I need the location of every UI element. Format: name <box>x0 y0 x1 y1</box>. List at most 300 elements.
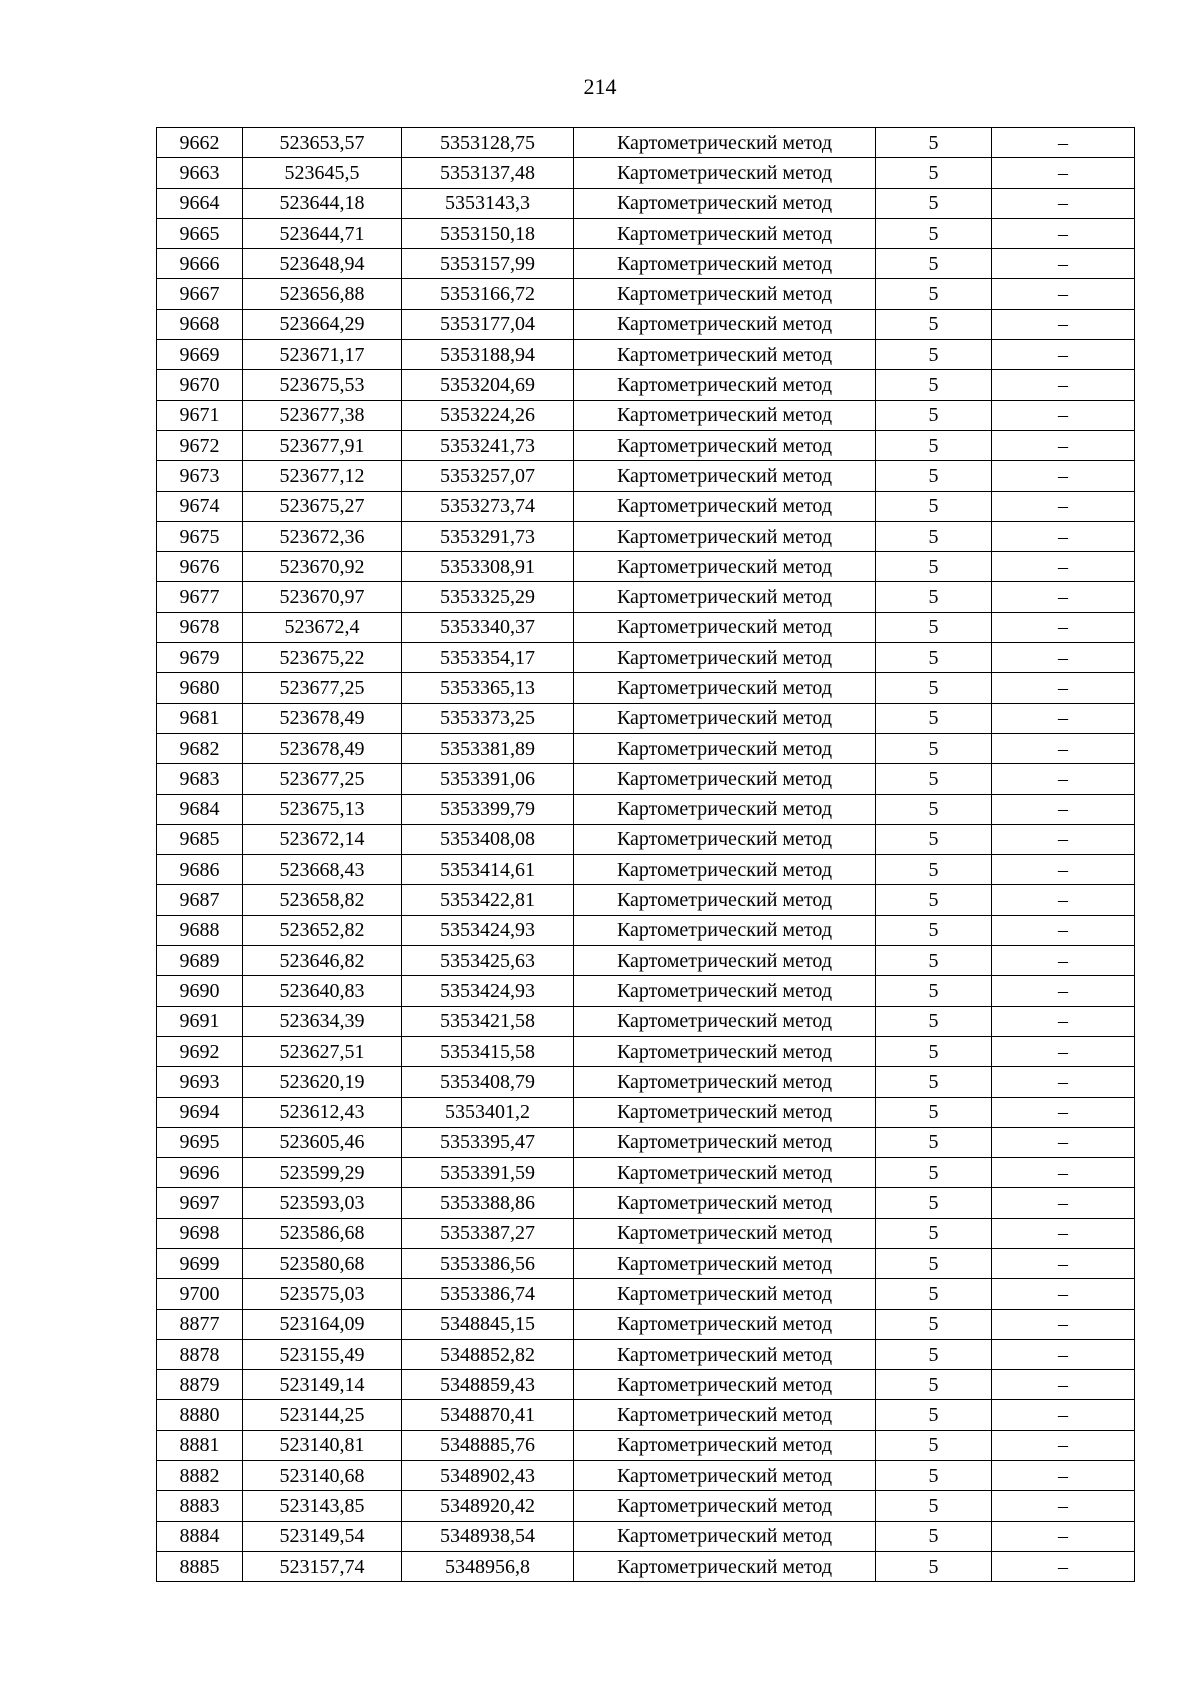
method-cell: Картометрический метод <box>574 1309 876 1339</box>
y-coordinate-cell: 5353425,63 <box>402 946 574 976</box>
point-number-cell: 9688 <box>157 915 243 945</box>
x-coordinate-cell: 523593,03 <box>243 1188 402 1218</box>
table-row <box>157 279 1135 309</box>
x-coordinate-cell: 523671,17 <box>243 340 402 370</box>
point-number-cell: 9671 <box>157 400 243 430</box>
y-coordinate-cell: 5353415,58 <box>402 1036 574 1066</box>
accuracy-cell: 5 <box>876 794 992 824</box>
y-coordinate-cell: 5353224,26 <box>402 400 574 430</box>
method-cell: Картометрический метод <box>574 885 876 915</box>
y-coordinate-cell: 5353395,47 <box>402 1127 574 1157</box>
point-number-cell: 9683 <box>157 764 243 794</box>
point-number-cell: 9690 <box>157 976 243 1006</box>
method-cell: Картометрический метод <box>574 1461 876 1491</box>
description-cell: – <box>992 279 1135 309</box>
method-cell: Картометрический метод <box>574 824 876 854</box>
description-cell: – <box>992 1006 1135 1036</box>
accuracy-cell: 5 <box>876 1127 992 1157</box>
accuracy-cell: 5 <box>876 1370 992 1400</box>
x-coordinate-cell: 523648,94 <box>243 249 402 279</box>
accuracy-cell: 5 <box>876 1521 992 1551</box>
method-cell: Картометрический метод <box>574 1097 876 1127</box>
table-row <box>157 1127 1135 1157</box>
accuracy-cell: 5 <box>876 1461 992 1491</box>
description-cell: – <box>992 1127 1135 1157</box>
table-row <box>157 1218 1135 1248</box>
method-cell: Картометрический метод <box>574 158 876 188</box>
accuracy-cell: 5 <box>876 1158 992 1188</box>
description-cell: – <box>992 946 1135 976</box>
method-cell: Картометрический метод <box>574 1339 876 1369</box>
table-row <box>157 643 1135 673</box>
y-coordinate-cell: 5348956,8 <box>402 1551 574 1581</box>
description-cell: – <box>992 703 1135 733</box>
description-cell: – <box>992 1309 1135 1339</box>
description-cell: – <box>992 340 1135 370</box>
table-row <box>157 188 1135 218</box>
method-cell: Картометрический метод <box>574 1430 876 1460</box>
x-coordinate-cell: 523670,92 <box>243 552 402 582</box>
accuracy-cell: 5 <box>876 1006 992 1036</box>
method-cell: Картометрический метод <box>574 1158 876 1188</box>
y-coordinate-cell: 5353391,06 <box>402 764 574 794</box>
table-row <box>157 1461 1135 1491</box>
x-coordinate-cell: 523677,25 <box>243 764 402 794</box>
y-coordinate-cell: 5348870,41 <box>402 1400 574 1430</box>
method-cell: Картометрический метод <box>574 309 876 339</box>
method-cell: Картометрический метод <box>574 703 876 733</box>
table-row <box>157 1279 1135 1309</box>
description-cell: – <box>992 1400 1135 1430</box>
point-number-cell: 9680 <box>157 673 243 703</box>
point-number-cell: 9681 <box>157 703 243 733</box>
x-coordinate-cell: 523644,18 <box>243 188 402 218</box>
point-number-cell: 9698 <box>157 1218 243 1248</box>
point-number-cell: 9669 <box>157 340 243 370</box>
method-cell: Картометрический метод <box>574 461 876 491</box>
y-coordinate-cell: 5353424,93 <box>402 915 574 945</box>
description-cell: – <box>992 612 1135 642</box>
x-coordinate-cell: 523575,03 <box>243 1279 402 1309</box>
point-number-cell: 8878 <box>157 1339 243 1369</box>
table-row <box>157 976 1135 1006</box>
y-coordinate-cell: 5353387,27 <box>402 1218 574 1248</box>
point-number-cell: 9670 <box>157 370 243 400</box>
table-row <box>157 1491 1135 1521</box>
description-cell: – <box>992 885 1135 915</box>
accuracy-cell: 5 <box>876 128 992 158</box>
accuracy-cell: 5 <box>876 1188 992 1218</box>
x-coordinate-cell: 523658,82 <box>243 885 402 915</box>
accuracy-cell: 5 <box>876 1551 992 1581</box>
accuracy-cell: 5 <box>876 430 992 460</box>
point-number-cell: 9699 <box>157 1248 243 1278</box>
table-row <box>157 1430 1135 1460</box>
y-coordinate-cell: 5353373,25 <box>402 703 574 733</box>
table-row <box>157 309 1135 339</box>
y-coordinate-cell: 5353291,73 <box>402 521 574 551</box>
accuracy-cell: 5 <box>876 1309 992 1339</box>
accuracy-cell: 5 <box>876 279 992 309</box>
method-cell: Картометрический метод <box>574 764 876 794</box>
y-coordinate-cell: 5348845,15 <box>402 1309 574 1339</box>
table-row <box>157 1400 1135 1430</box>
point-number-cell: 9684 <box>157 794 243 824</box>
point-number-cell: 9685 <box>157 824 243 854</box>
method-cell: Картометрический метод <box>574 491 876 521</box>
method-cell: Картометрический метод <box>574 370 876 400</box>
accuracy-cell: 5 <box>876 309 992 339</box>
x-coordinate-cell: 523645,5 <box>243 158 402 188</box>
description-cell: – <box>992 400 1135 430</box>
point-number-cell: 9674 <box>157 491 243 521</box>
table-row <box>157 794 1135 824</box>
y-coordinate-cell: 5353424,93 <box>402 976 574 1006</box>
description-cell: – <box>992 430 1135 460</box>
table-row <box>157 1158 1135 1188</box>
page-number: 214 <box>583 74 617 99</box>
y-coordinate-cell: 5353421,58 <box>402 1006 574 1036</box>
table-row <box>157 582 1135 612</box>
point-number-cell: 8877 <box>157 1309 243 1339</box>
table-row <box>157 218 1135 248</box>
point-number-cell: 9675 <box>157 521 243 551</box>
point-number-cell: 9695 <box>157 1127 243 1157</box>
method-cell: Картометрический метод <box>574 1188 876 1218</box>
y-coordinate-cell: 5353386,74 <box>402 1279 574 1309</box>
x-coordinate-cell: 523664,29 <box>243 309 402 339</box>
y-coordinate-cell: 5353388,86 <box>402 1188 574 1218</box>
table-row <box>157 552 1135 582</box>
description-cell: – <box>992 855 1135 885</box>
point-number-cell: 9696 <box>157 1158 243 1188</box>
table-row <box>157 340 1135 370</box>
y-coordinate-cell: 5348902,43 <box>402 1461 574 1491</box>
point-number-cell: 9676 <box>157 552 243 582</box>
table-row <box>157 915 1135 945</box>
description-cell: – <box>992 1551 1135 1581</box>
y-coordinate-cell: 5353408,08 <box>402 824 574 854</box>
accuracy-cell: 5 <box>876 521 992 551</box>
description-cell: – <box>992 1491 1135 1521</box>
description-cell: – <box>992 1461 1135 1491</box>
point-number-cell: 9691 <box>157 1006 243 1036</box>
x-coordinate-cell: 523143,85 <box>243 1491 402 1521</box>
accuracy-cell: 5 <box>876 824 992 854</box>
x-coordinate-cell: 523164,09 <box>243 1309 402 1339</box>
description-cell: – <box>992 1218 1135 1248</box>
x-coordinate-cell: 523678,49 <box>243 703 402 733</box>
description-cell: – <box>992 249 1135 279</box>
table-row <box>157 128 1135 158</box>
description-cell: – <box>992 582 1135 612</box>
table-row <box>157 855 1135 885</box>
description-cell: – <box>992 1097 1135 1127</box>
point-number-cell: 9693 <box>157 1067 243 1097</box>
accuracy-cell: 5 <box>876 1279 992 1309</box>
x-coordinate-cell: 523670,97 <box>243 582 402 612</box>
method-cell: Картометрический метод <box>574 340 876 370</box>
y-coordinate-cell: 5353391,59 <box>402 1158 574 1188</box>
x-coordinate-cell: 523612,43 <box>243 1097 402 1127</box>
description-cell: – <box>992 1370 1135 1400</box>
x-coordinate-cell: 523672,4 <box>243 612 402 642</box>
description-cell: – <box>992 218 1135 248</box>
accuracy-cell: 5 <box>876 915 992 945</box>
method-cell: Картометрический метод <box>574 400 876 430</box>
point-number-cell: 9689 <box>157 946 243 976</box>
method-cell: Картометрический метод <box>574 1067 876 1097</box>
method-cell: Картометрический метод <box>574 855 876 885</box>
table-row <box>157 249 1135 279</box>
description-cell: – <box>992 128 1135 158</box>
accuracy-cell: 5 <box>876 400 992 430</box>
accuracy-cell: 5 <box>876 1491 992 1521</box>
description-cell: – <box>992 643 1135 673</box>
point-number-cell: 9664 <box>157 188 243 218</box>
table-row <box>157 491 1135 521</box>
x-coordinate-cell: 523653,57 <box>243 128 402 158</box>
x-coordinate-cell: 523599,29 <box>243 1158 402 1188</box>
x-coordinate-cell: 523620,19 <box>243 1067 402 1097</box>
table-row <box>157 430 1135 460</box>
table-row <box>157 1370 1135 1400</box>
y-coordinate-cell: 5353414,61 <box>402 855 574 885</box>
method-cell: Картометрический метод <box>574 1127 876 1157</box>
method-cell: Картометрический метод <box>574 1400 876 1430</box>
table-row <box>157 1248 1135 1278</box>
method-cell: Картометрический метод <box>574 1248 876 1278</box>
accuracy-cell: 5 <box>876 582 992 612</box>
y-coordinate-cell: 5353204,69 <box>402 370 574 400</box>
accuracy-cell: 5 <box>876 1036 992 1066</box>
y-coordinate-cell: 5348859,43 <box>402 1370 574 1400</box>
x-coordinate-cell: 523144,25 <box>243 1400 402 1430</box>
x-coordinate-cell: 523586,68 <box>243 1218 402 1248</box>
point-number-cell: 9682 <box>157 733 243 763</box>
table-row <box>157 1188 1135 1218</box>
x-coordinate-cell: 523644,71 <box>243 218 402 248</box>
table-row <box>157 1067 1135 1097</box>
x-coordinate-cell: 523157,74 <box>243 1551 402 1581</box>
x-coordinate-cell: 523675,22 <box>243 643 402 673</box>
description-cell: – <box>992 824 1135 854</box>
accuracy-cell: 5 <box>876 1430 992 1460</box>
coordinates-table-body <box>157 128 1135 1582</box>
y-coordinate-cell: 5353137,48 <box>402 158 574 188</box>
accuracy-cell: 5 <box>876 491 992 521</box>
x-coordinate-cell: 523678,49 <box>243 733 402 763</box>
y-coordinate-cell: 5353143,3 <box>402 188 574 218</box>
x-coordinate-cell: 523668,43 <box>243 855 402 885</box>
table-row <box>157 1339 1135 1369</box>
accuracy-cell: 5 <box>876 1400 992 1430</box>
description-cell: – <box>992 1521 1135 1551</box>
method-cell: Картометрический метод <box>574 430 876 460</box>
description-cell: – <box>992 1036 1135 1066</box>
point-number-cell: 8882 <box>157 1461 243 1491</box>
method-cell: Картометрический метод <box>574 673 876 703</box>
y-coordinate-cell: 5353308,91 <box>402 552 574 582</box>
point-number-cell: 9697 <box>157 1188 243 1218</box>
point-number-cell: 9692 <box>157 1036 243 1066</box>
table-row <box>157 1097 1135 1127</box>
table-row <box>157 1551 1135 1581</box>
accuracy-cell: 5 <box>876 1248 992 1278</box>
y-coordinate-cell: 5353128,75 <box>402 128 574 158</box>
table-row <box>157 824 1135 854</box>
table-row <box>157 1036 1135 1066</box>
description-cell: – <box>992 521 1135 551</box>
point-number-cell: 9662 <box>157 128 243 158</box>
accuracy-cell: 5 <box>876 733 992 763</box>
y-coordinate-cell: 5353157,99 <box>402 249 574 279</box>
x-coordinate-cell: 523149,54 <box>243 1521 402 1551</box>
y-coordinate-cell: 5348885,76 <box>402 1430 574 1460</box>
method-cell: Картометрический метод <box>574 1218 876 1248</box>
method-cell: Картометрический метод <box>574 218 876 248</box>
y-coordinate-cell: 5353408,79 <box>402 1067 574 1097</box>
method-cell: Картометрический метод <box>574 1036 876 1066</box>
accuracy-cell: 5 <box>876 855 992 885</box>
method-cell: Картометрический метод <box>574 521 876 551</box>
x-coordinate-cell: 523677,12 <box>243 461 402 491</box>
y-coordinate-cell: 5348920,42 <box>402 1491 574 1521</box>
y-coordinate-cell: 5353422,81 <box>402 885 574 915</box>
table-row <box>157 370 1135 400</box>
description-cell: – <box>992 1248 1135 1278</box>
point-number-cell: 8883 <box>157 1491 243 1521</box>
method-cell: Картометрический метод <box>574 1491 876 1521</box>
y-coordinate-cell: 5353401,2 <box>402 1097 574 1127</box>
method-cell: Картометрический метод <box>574 1279 876 1309</box>
method-cell: Картометрический метод <box>574 279 876 309</box>
description-cell: – <box>992 158 1135 188</box>
method-cell: Картометрический метод <box>574 128 876 158</box>
accuracy-cell: 5 <box>876 946 992 976</box>
y-coordinate-cell: 5348938,54 <box>402 1521 574 1551</box>
accuracy-cell: 5 <box>876 764 992 794</box>
method-cell: Картометрический метод <box>574 552 876 582</box>
accuracy-cell: 5 <box>876 249 992 279</box>
description-cell: – <box>992 188 1135 218</box>
table-row <box>157 703 1135 733</box>
x-coordinate-cell: 523675,53 <box>243 370 402 400</box>
accuracy-cell: 5 <box>876 370 992 400</box>
method-cell: Картометрический метод <box>574 946 876 976</box>
x-coordinate-cell: 523672,36 <box>243 521 402 551</box>
method-cell: Картометрический метод <box>574 1551 876 1581</box>
description-cell: – <box>992 370 1135 400</box>
x-coordinate-cell: 523656,88 <box>243 279 402 309</box>
y-coordinate-cell: 5353150,18 <box>402 218 574 248</box>
y-coordinate-cell: 5353399,79 <box>402 794 574 824</box>
y-coordinate-cell: 5353340,37 <box>402 612 574 642</box>
x-coordinate-cell: 523149,14 <box>243 1370 402 1400</box>
accuracy-cell: 5 <box>876 703 992 733</box>
x-coordinate-cell: 523675,27 <box>243 491 402 521</box>
table-row <box>157 885 1135 915</box>
x-coordinate-cell: 523672,14 <box>243 824 402 854</box>
y-coordinate-cell: 5353325,29 <box>402 582 574 612</box>
accuracy-cell: 5 <box>876 218 992 248</box>
description-cell: – <box>992 309 1135 339</box>
description-cell: – <box>992 1188 1135 1218</box>
description-cell: – <box>992 673 1135 703</box>
x-coordinate-cell: 523627,51 <box>243 1036 402 1066</box>
point-number-cell: 9668 <box>157 309 243 339</box>
x-coordinate-cell: 523677,38 <box>243 400 402 430</box>
point-number-cell: 9687 <box>157 885 243 915</box>
y-coordinate-cell: 5353365,13 <box>402 673 574 703</box>
point-number-cell: 9700 <box>157 1279 243 1309</box>
method-cell: Картометрический метод <box>574 733 876 763</box>
point-number-cell: 8884 <box>157 1521 243 1551</box>
y-coordinate-cell: 5348852,82 <box>402 1339 574 1369</box>
x-coordinate-cell: 523640,83 <box>243 976 402 1006</box>
description-cell: – <box>992 1279 1135 1309</box>
table-row <box>157 946 1135 976</box>
point-number-cell: 8881 <box>157 1430 243 1460</box>
accuracy-cell: 5 <box>876 552 992 582</box>
accuracy-cell: 5 <box>876 643 992 673</box>
y-coordinate-cell: 5353273,74 <box>402 491 574 521</box>
point-number-cell: 8880 <box>157 1400 243 1430</box>
table-row <box>157 1006 1135 1036</box>
method-cell: Картометрический метод <box>574 794 876 824</box>
method-cell: Картометрический метод <box>574 582 876 612</box>
accuracy-cell: 5 <box>876 1067 992 1097</box>
x-coordinate-cell: 523677,91 <box>243 430 402 460</box>
accuracy-cell: 5 <box>876 976 992 1006</box>
description-cell: – <box>992 1158 1135 1188</box>
table-row <box>157 1309 1135 1339</box>
x-coordinate-cell: 523140,81 <box>243 1430 402 1460</box>
table-row <box>157 158 1135 188</box>
description-cell: – <box>992 764 1135 794</box>
accuracy-cell: 5 <box>876 885 992 915</box>
method-cell: Картометрический метод <box>574 1006 876 1036</box>
table-row <box>157 764 1135 794</box>
description-cell: – <box>992 1430 1135 1460</box>
y-coordinate-cell: 5353166,72 <box>402 279 574 309</box>
y-coordinate-cell: 5353188,94 <box>402 340 574 370</box>
method-cell: Картометрический метод <box>574 915 876 945</box>
description-cell: – <box>992 1067 1135 1097</box>
x-coordinate-cell: 523580,68 <box>243 1248 402 1278</box>
table-row <box>157 400 1135 430</box>
description-cell: – <box>992 1339 1135 1369</box>
table-row <box>157 612 1135 642</box>
point-number-cell: 9666 <box>157 249 243 279</box>
method-cell: Картометрический метод <box>574 188 876 218</box>
method-cell: Картометрический метод <box>574 249 876 279</box>
method-cell: Картометрический метод <box>574 976 876 1006</box>
description-cell: – <box>992 461 1135 491</box>
accuracy-cell: 5 <box>876 673 992 703</box>
x-coordinate-cell: 523646,82 <box>243 946 402 976</box>
method-cell: Картометрический метод <box>574 1370 876 1400</box>
method-cell: Картометрический метод <box>574 1521 876 1551</box>
accuracy-cell: 5 <box>876 188 992 218</box>
x-coordinate-cell: 523675,13 <box>243 794 402 824</box>
table-row <box>157 733 1135 763</box>
y-coordinate-cell: 5353257,07 <box>402 461 574 491</box>
accuracy-cell: 5 <box>876 461 992 491</box>
description-cell: – <box>992 733 1135 763</box>
description-cell: – <box>992 491 1135 521</box>
accuracy-cell: 5 <box>876 1218 992 1248</box>
